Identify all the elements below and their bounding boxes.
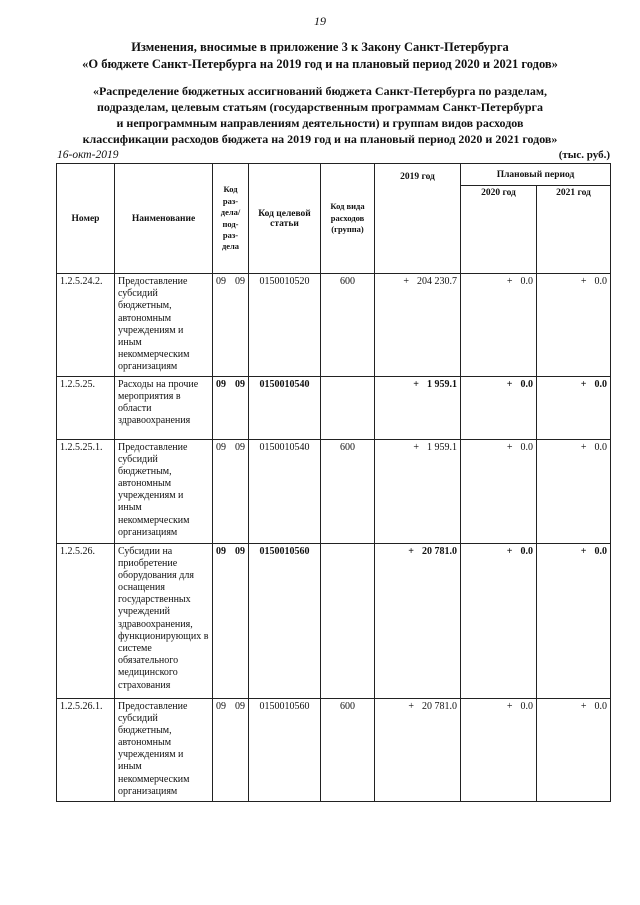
row-amount-2020: [461, 439, 537, 543]
row-section-code: [213, 376, 249, 439]
amount-value: 0.0: [594, 545, 607, 557]
subsection-code: 09: [235, 378, 245, 390]
row-expense-type: 600: [321, 698, 375, 801]
amount-value: 0.0: [594, 276, 607, 287]
row-target-code: 0150010540: [249, 376, 321, 439]
row-amount-2021: [537, 543, 611, 698]
header-number: Номер: [57, 164, 115, 274]
amount-sign: +: [580, 700, 587, 712]
row-name: Субсидии на приобретение оборудования для оснащения государственных учреждений здравоохранения, функционирующих в системе обязательного медицинского страхования: [115, 543, 213, 698]
header-target-code: Код целевой статьи: [249, 164, 321, 274]
amount-sign: +: [580, 378, 587, 390]
amount-value: 204 230.7: [417, 276, 457, 287]
section-code: 09: [216, 378, 226, 390]
amount-sign: +: [413, 378, 419, 390]
amount-value: 0.0: [520, 700, 533, 712]
row-amount-2019: [375, 376, 461, 439]
subsection-code: 09: [235, 276, 245, 287]
section-code: 09: [216, 700, 226, 712]
row-target-code: 0150010560: [249, 698, 321, 801]
amount-value: 20 781.0: [422, 545, 457, 557]
row-section-code: [213, 274, 249, 377]
section-code: 09: [216, 276, 226, 287]
row-amount-2021: [537, 439, 611, 543]
amount-value: 1 959.1: [427, 441, 457, 453]
document-title-line-2: «О бюджете Санкт-Петербурга на 2019 год и на плановый период 2020 и 2021 годов»: [82, 57, 558, 71]
row-amount-2019: [375, 274, 461, 377]
page-number: 19: [314, 14, 326, 28]
row-amount-2019: [375, 698, 461, 801]
row-number: 1.2.5.26.: [57, 543, 115, 698]
amount-value: 1 959.1: [427, 378, 457, 390]
header-year-2021: 2021 год: [537, 186, 611, 274]
amount-sign: +: [506, 276, 513, 287]
subsection-code: 09: [235, 441, 245, 453]
budget-table: [56, 163, 611, 802]
subsection-code: 09: [235, 700, 245, 712]
amount-sign: +: [580, 545, 587, 557]
amount-sign: +: [506, 700, 513, 712]
amount-value: 20 781.0: [422, 700, 457, 712]
table-row: [57, 439, 611, 543]
amount-sign: +: [408, 700, 414, 712]
row-amount-2019: [375, 439, 461, 543]
row-amount-2021: [537, 376, 611, 439]
amount-value: 0.0: [520, 441, 533, 453]
row-expense-type: 600: [321, 274, 375, 377]
table-row: [57, 698, 611, 801]
amount-sign: +: [506, 441, 513, 453]
amount-sign: +: [580, 441, 587, 453]
unit-label: (тыс. руб.): [558, 149, 610, 161]
header-year-2020: 2020 год: [461, 186, 537, 274]
section-code: 09: [216, 545, 226, 557]
row-amount-2020: [461, 698, 537, 801]
amount-sign: +: [506, 545, 513, 557]
row-target-code: 0150010540: [249, 439, 321, 543]
row-target-code: 0150010560: [249, 543, 321, 698]
row-name: Предоставление субсидий бюджетным, автономным учреждениям и иным некоммерческим организациям: [115, 439, 213, 543]
header-name: Наименование: [115, 164, 213, 274]
header-plan-period: Плановый период: [461, 164, 611, 186]
row-number: 1.2.5.26.1.: [57, 698, 115, 801]
table-title-line-3: и непрограммным направлениям деятельности) и группам видов расходов: [116, 116, 524, 130]
amount-sign: +: [408, 545, 414, 557]
amount-sign: +: [403, 276, 409, 287]
header-expense-type-code: Код вида расходов (группа): [321, 164, 375, 274]
amount-value: 0.0: [594, 378, 607, 390]
subsection-code: 09: [235, 545, 245, 557]
row-name: Предоставление субсидий бюджетным, автономным учреждениям и иным некоммерческим организациям: [115, 274, 213, 377]
row-expense-type: [321, 376, 375, 439]
row-amount-2020: [461, 274, 537, 377]
header-section-code: Код раз-дела/ под-раз-дела: [213, 164, 249, 274]
table-row: [57, 543, 611, 698]
amount-value: 0.0: [520, 378, 533, 390]
document-date: 16-окт-2019: [57, 149, 119, 161]
row-amount-2021: [537, 274, 611, 377]
row-name: Предоставление субсидий бюджетным, автономным учреждениям и иным некоммерческим организациям: [115, 698, 213, 801]
row-number: 1.2.5.24.2.: [57, 274, 115, 377]
row-name: Расходы на прочие мероприятия в области здравоохранения: [115, 376, 213, 439]
table-title-line-4: классификации расходов бюджета на 2019 год и на плановый период 2020 и 2021 годов»: [82, 132, 558, 146]
amount-sign: +: [413, 441, 419, 453]
amount-sign: +: [506, 378, 513, 390]
row-section-code: [213, 439, 249, 543]
row-amount-2021: [537, 698, 611, 801]
document-title-line-1: Изменения, вносимые в приложение 3 к Закону Санкт-Петербурга: [131, 40, 509, 54]
table-title-line-2: подразделам, целевым статьям (государственным программам Санкт-Петербурга: [97, 100, 543, 114]
table-row: [57, 274, 611, 377]
section-code: 09: [216, 441, 226, 453]
row-section-code: [213, 698, 249, 801]
row-amount-2019: [375, 543, 461, 698]
header-year-2019: 2019 год: [375, 164, 461, 274]
row-target-code: 0150010520: [249, 274, 321, 377]
amount-value: 0.0: [520, 276, 533, 287]
table-row: [57, 376, 611, 439]
row-amount-2020: [461, 543, 537, 698]
amount-value: 0.0: [594, 700, 607, 712]
row-section-code: [213, 543, 249, 698]
row-amount-2020: [461, 376, 537, 439]
amount-value: 0.0: [520, 545, 533, 557]
row-number: 1.2.5.25.1.: [57, 439, 115, 543]
row-expense-type: [321, 543, 375, 698]
amount-sign: +: [580, 276, 587, 287]
row-number: 1.2.5.25.: [57, 376, 115, 439]
amount-value: 0.0: [594, 441, 607, 453]
row-expense-type: 600: [321, 439, 375, 543]
table-title-line-1: «Распределение бюджетных ассигнований бюджета Санкт-Петербурга по разделам,: [92, 84, 548, 98]
